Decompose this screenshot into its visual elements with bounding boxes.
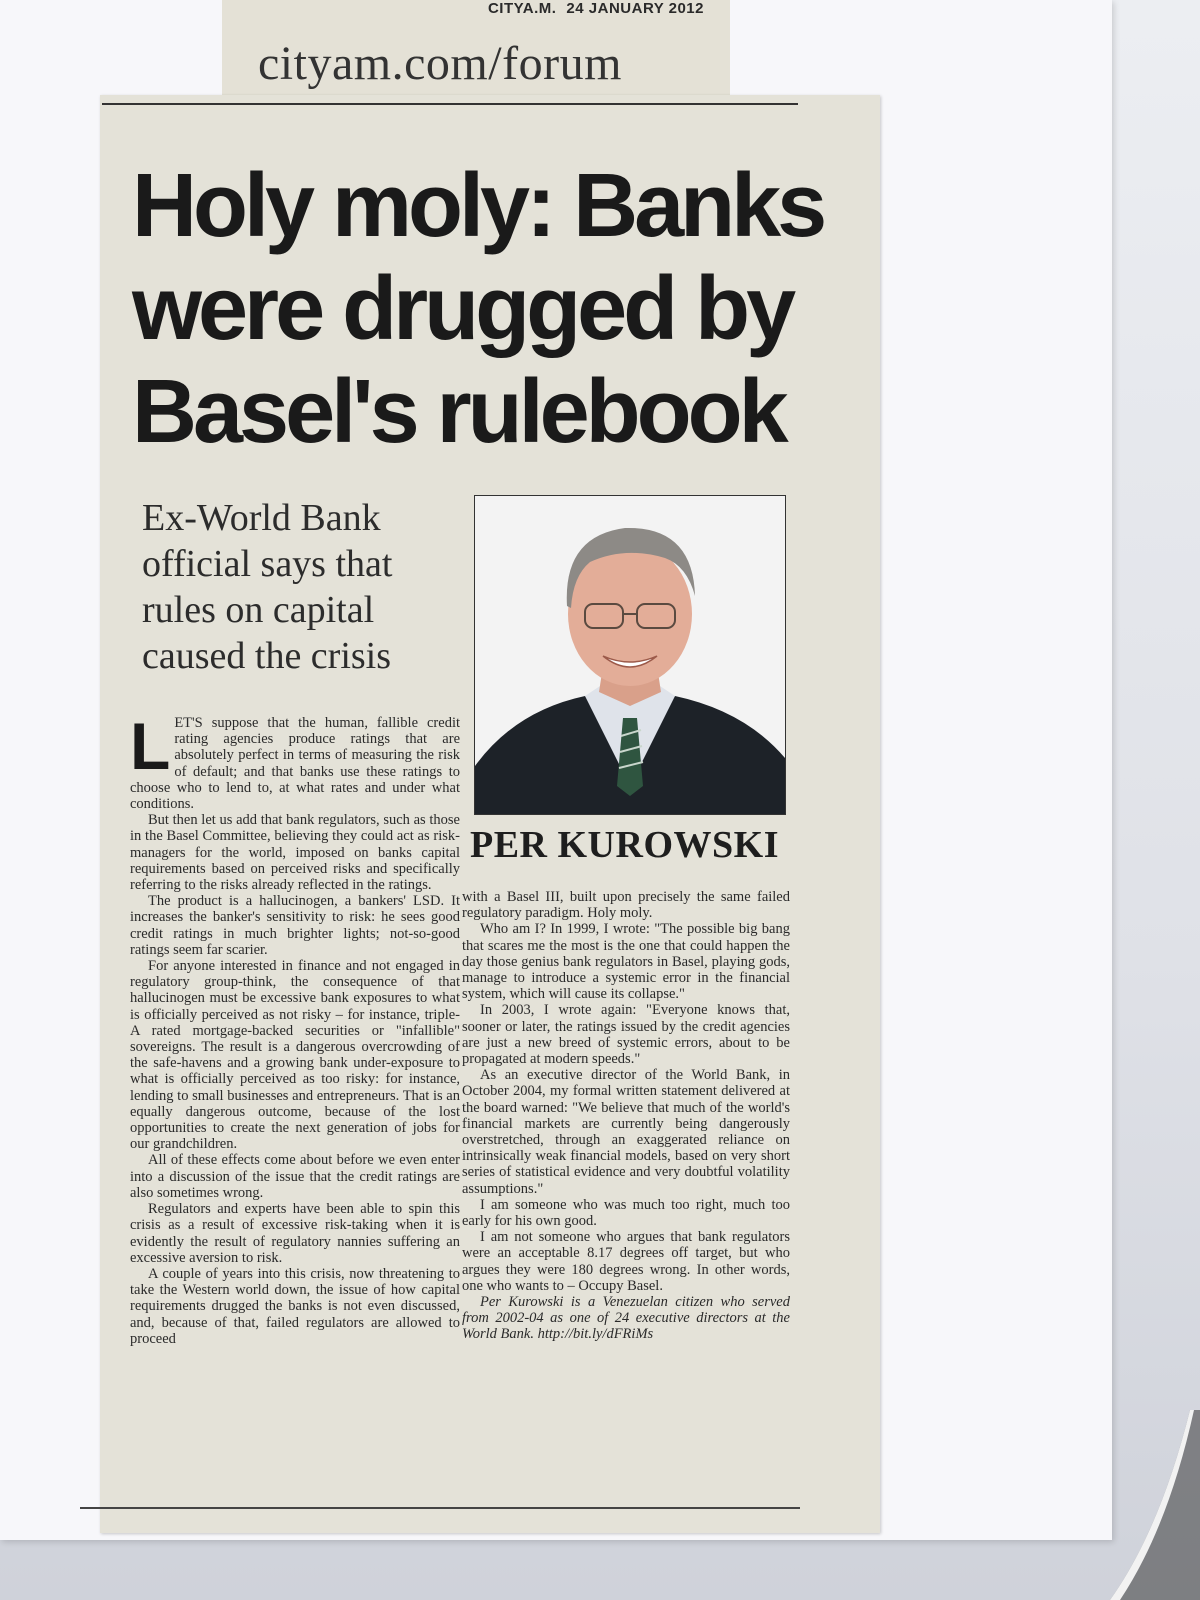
paragraph: I am not someone who argues that bank regulators were an acceptable 8.17 degrees off target, but who argues they were 180 degrees wrong. In other words, one who wants to – Occupy Basel.	[462, 1229, 790, 1294]
paragraph: The product is a hallucinogen, a bankers' LSD. It increases the banker's sensitivity to risk: he sees good credit ratings in much brighter lights; not-so-good ratings seem far scarier.	[130, 893, 460, 958]
masthead-date: 24 JANUARY 2012	[566, 0, 704, 17]
bottom-rule	[80, 1507, 800, 1509]
paragraph: A couple of years into this crisis, now threatening to take the Western world down, the issue of how capital requirements drugged the banks is not even discussed, and, because of that, failed regulators are allowed to proceed	[130, 1265, 460, 1347]
author-photo	[474, 495, 786, 815]
headline-line: were drugged by	[132, 259, 793, 359]
headline	[132, 155, 832, 464]
paragraph: For anyone interested in finance and not engaged in regulatory group-think, the consequence of that hallucinogen must be excessive bank exposures to what is officially perceived as not risky – for instance, triple-A rated mortgage-backed securities or "infallible" sovereigns. The result is a dangerous overcrowding of the safe-havens and a growing bank under-exposure to what is officially perceived as too risky: for instance, lending to small businesses and entrepreneurs. That is an equally dangerous outcome, because of the lost opportunities to create the next generation of jobs for our grandchildren.	[130, 958, 460, 1153]
headline-line: Holy moly: Banks	[132, 156, 824, 256]
article-clipping	[100, 95, 880, 1533]
article-column-right	[462, 889, 790, 1343]
paragraph: with a Basel III, built upon precisely the same failed regulatory paradigm. Holy moly.	[462, 889, 790, 922]
page-curl-shadow	[1090, 1410, 1200, 1600]
paragraph: Who am I? In 1999, I wrote: "The possible big bang that scares me the most is the one that could happen the day those genius bank regulators in Basel, playing gods, manage to introduce a systemic error in the financial system, which will cause its collapse."	[462, 921, 790, 1003]
author-bio: Per Kurowski is a Venezuelan citizen who served from 2002-04 as one of 24 executive directors at the World Bank. http://bit.ly/dFRiMs	[462, 1294, 790, 1343]
header-clipping	[222, 0, 730, 104]
paragraph-text: ET'S suppose that the human, fallible credit rating agencies produce ratings that are absolutely perfect in terms of measuring the risk of default; and that banks use these ratings to choose who to lend to, at what rates and under what conditions.	[130, 715, 460, 813]
byline: PER KUROWSKI	[470, 824, 779, 866]
forum-url: cityam.com/forum	[258, 37, 622, 90]
drop-cap: L	[130, 709, 171, 783]
paragraph: As an executive director of the World Bank, in October 2004, my formal written statement delivered at the board warned: "We believe that much of the world's financial markets are currently being dangerously overstretched, through an exaggerated reliance on intrinsically weak financial models, based on very short series of statistical evidence and very doubtful volatility assumptions."	[462, 1067, 790, 1197]
subheadline: Ex-World Bank official says that rules on capital caused the crisis	[142, 497, 393, 677]
top-rule	[102, 103, 798, 105]
paragraph: All of these effects come about before we even enter into a discussion of the issue that the credit ratings are also sometimes wrong.	[130, 1152, 460, 1201]
paragraph: I am someone who was much too right, much too early for his own good.	[462, 1196, 790, 1230]
paragraph: But then let us add that bank regulators, such as those in the Basel Committee, believing they could act as risk-managers for the world, imposed on banks capital requirements based on perceived risks and specifically referring to the risks already reflected in the ratings.	[130, 812, 460, 894]
paragraph: In 2003, I wrote again: "Everyone knows that, sooner or later, the ratings issued by the credit agencies are just a new breed of systemic errors, about to be propagated at modern speeds."	[462, 1002, 790, 1068]
paragraph: Regulators and experts have been able to spin this crisis as a result of excessive risk-taking when it is evidently the result of regulatory nannies suffering an excessive aversion to risk.	[130, 1201, 460, 1266]
article-column-left	[130, 709, 460, 1347]
masthead-name: CITYA.M.	[487, 0, 557, 17]
headline-line: Basel's rulebook	[132, 362, 785, 462]
masthead	[488, 0, 704, 17]
paragraph	[130, 709, 460, 813]
author-portrait-image	[475, 496, 785, 814]
